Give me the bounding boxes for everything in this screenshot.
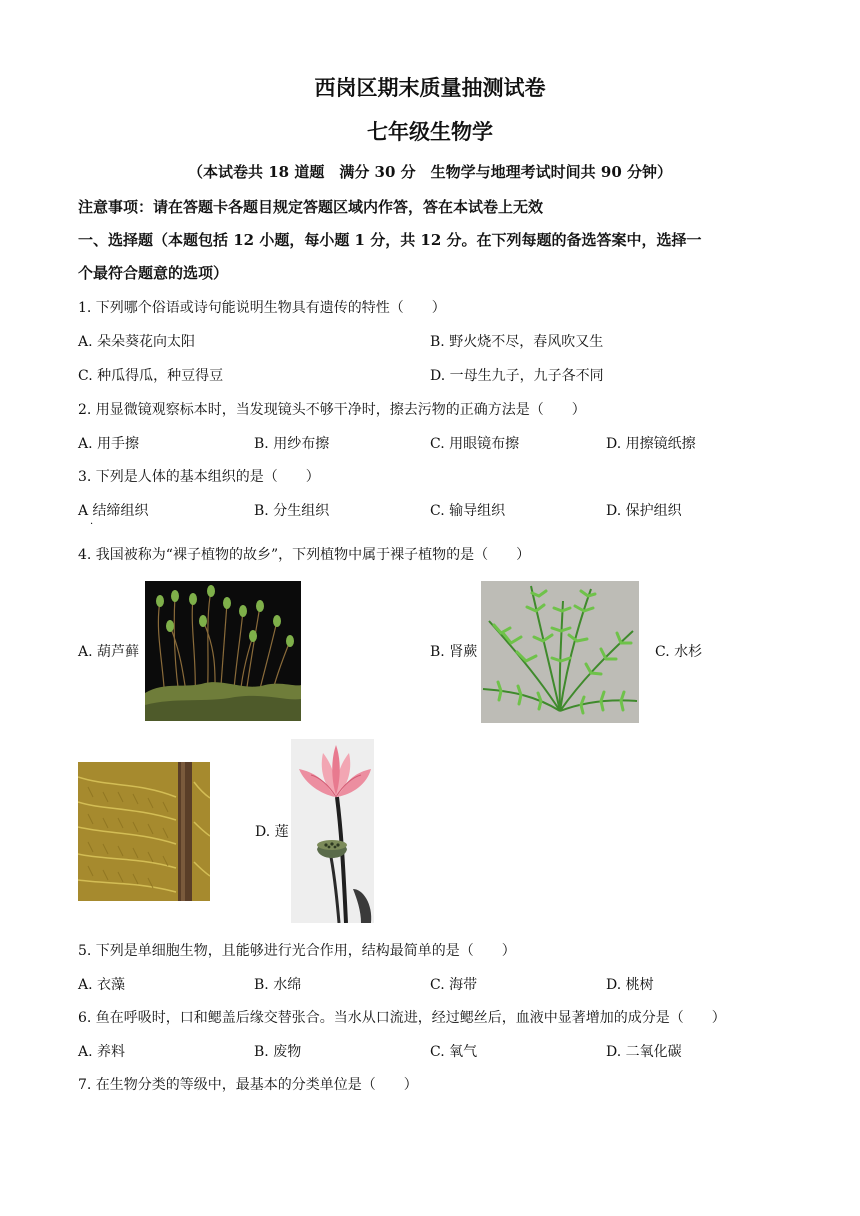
section-heading-line1: 一、选择题（本题包括 12 小题，每小题 1 分，共 12 分。在下列每题的备选答案中，选择一 xyxy=(78,231,702,249)
option-b: B. 肾蕨 xyxy=(430,644,478,660)
option-c: C. 用眼镜布擦 xyxy=(430,436,520,452)
question-stem: 6. 鱼在呼吸时，口和鳃盖后缘交替张合。当水从口流进，经过鳃丝后，血液中显著增加的成分是（ ） xyxy=(78,1010,726,1026)
question-stem: 7. 在生物分类的等级中，最基本的分类单位是（ ） xyxy=(78,1077,418,1093)
option-a: A. 用手擦 xyxy=(78,436,140,452)
notice: 注意事项：请在答题卡各题目规定答题区域内作答，答在本试卷上无效 xyxy=(78,198,544,216)
question-stem: 1. 下列哪个俗语或诗句能说明生物具有遗传的特性（ ） xyxy=(78,300,446,316)
option-c: C. 海带 xyxy=(430,977,478,993)
page-subtitle: 七年级生物学 xyxy=(367,119,493,144)
fern-image xyxy=(481,581,639,723)
option-b: B. 废物 xyxy=(254,1044,302,1060)
option-c: C. 氧气 xyxy=(430,1044,478,1060)
moss-image xyxy=(145,581,301,721)
question-stem: 4. 我国被称为“裸子植物的故乡”，下列植物中属于裸子植物的是（ ） xyxy=(78,547,531,563)
option-b: B. 水绵 xyxy=(254,977,302,993)
option-a: A. 朵朵葵花向太阳 xyxy=(78,334,196,350)
option-b: B. 野火烧不尽，春风吹又生 xyxy=(430,334,604,350)
question-stem: 5. 下列是单细胞生物，且能够进行光合作用，结构最简单的是（ ） xyxy=(78,943,516,959)
question-stem: 3. 下列是人体的基本组织的是（ ） xyxy=(78,469,320,485)
question-stem: 2. 用显微镜观察标本时，当发现镜头不够干净时，擦去污物的正确方法是（ ） xyxy=(78,402,586,418)
lotus-image xyxy=(291,739,374,923)
option-d: D. 一母生九子，九子各不同 xyxy=(430,368,604,384)
option-b: B. 用纱布擦 xyxy=(254,436,330,452)
option-d: D. 用擦镜纸擦 xyxy=(606,436,696,452)
option-b: B. 分生组织 xyxy=(254,503,330,519)
option-d: D. 桃树 xyxy=(606,977,654,993)
option-d: D. 保护组织 xyxy=(606,503,682,519)
exam-info: （本试卷共 18 道题 满分 30 分 生物学与地理考试时间共 90 分钟） xyxy=(188,163,672,181)
metasequoia-image xyxy=(78,762,210,901)
option-a: A. 葫芦藓 xyxy=(78,644,140,660)
option-a: A. 养料 xyxy=(78,1044,126,1060)
stray-dot: · xyxy=(90,519,94,530)
page-title: 西岗区期末质量抽测试卷 xyxy=(314,75,546,100)
option-a: A. 衣藻 xyxy=(78,977,126,993)
section-heading-line2: 个最符合题意的选项） xyxy=(78,264,229,282)
option-c: C. 种瓜得瓜，种豆得豆 xyxy=(78,368,224,384)
option-c: C. 输导组织 xyxy=(430,503,506,519)
option-a: A 结缔组织 xyxy=(78,503,149,519)
option-d: D. 莲 xyxy=(255,824,289,840)
option-c: C. 水杉 xyxy=(655,644,703,660)
option-d: D. 二氧化碳 xyxy=(606,1044,682,1060)
